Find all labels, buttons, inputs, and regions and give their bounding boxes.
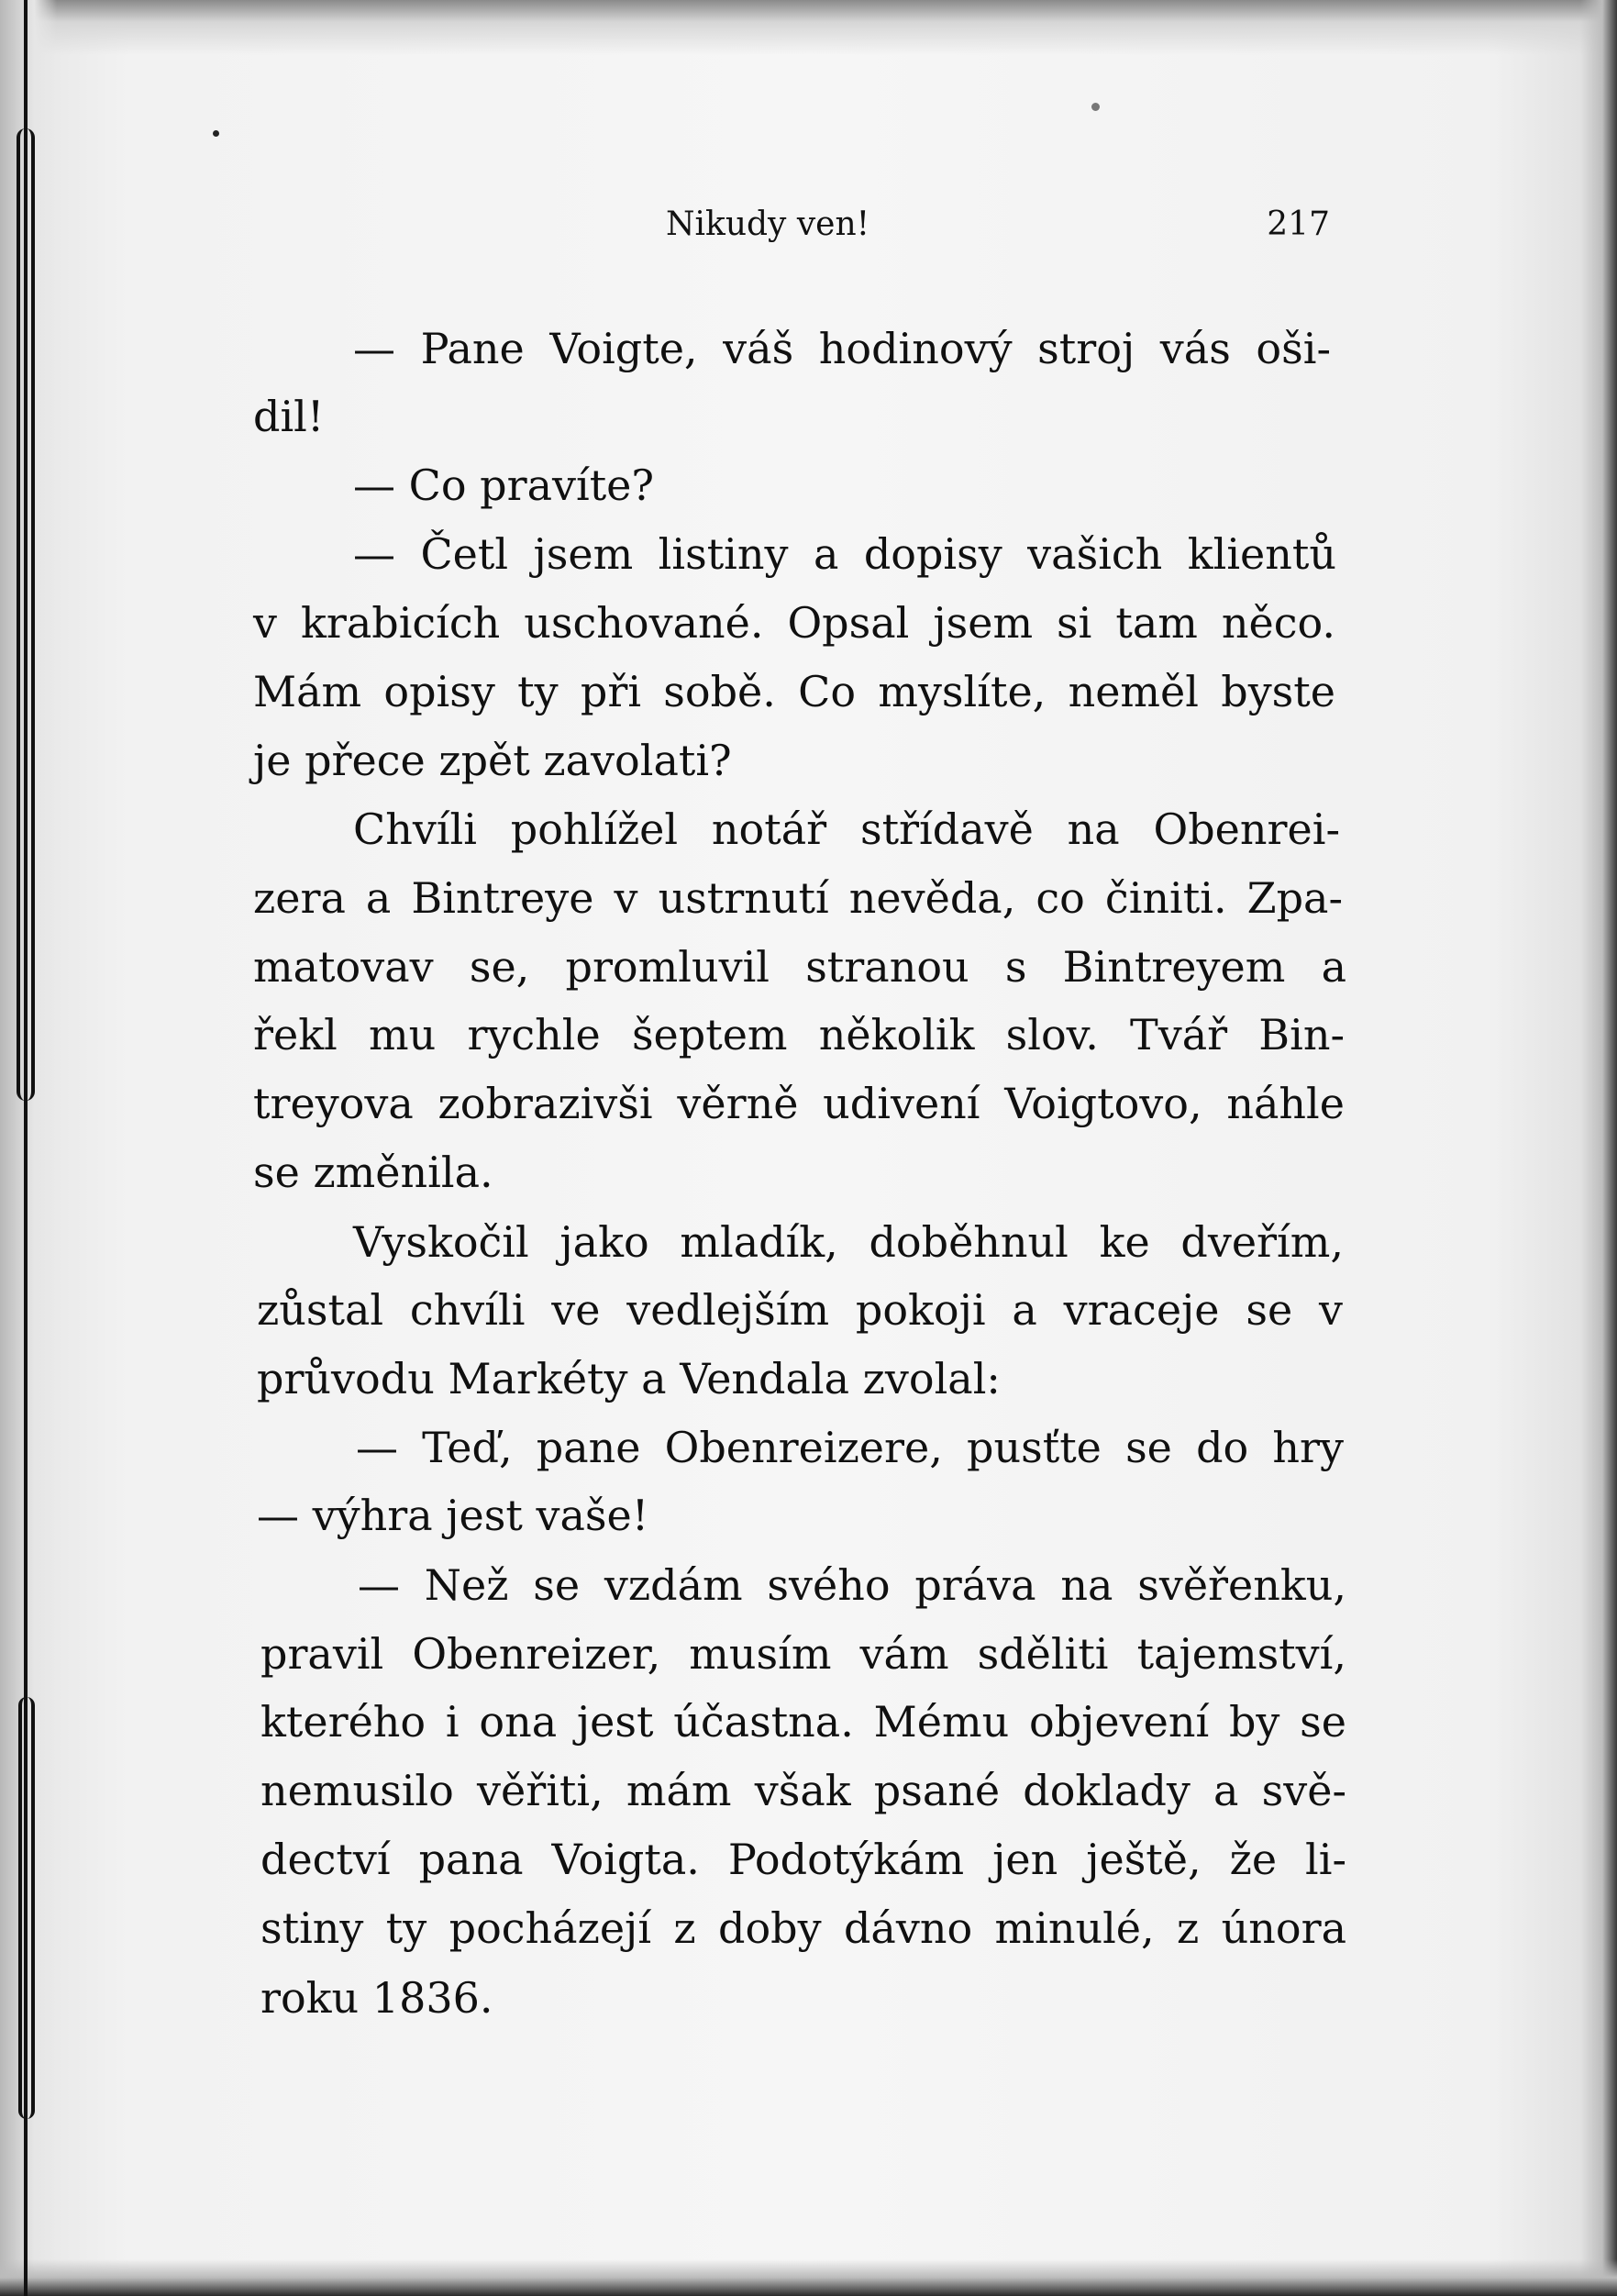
- text-line: Mám opisy ty při sobě. Co myslíte, neměl byste: [253, 667, 1335, 716]
- text-line: stiny ty pocházejí z doby dávno minulé, z února: [260, 1903, 1346, 1953]
- text-line: v krabicích uschované. Opsal jsem si tam něco.: [253, 598, 1335, 648]
- text-line: — výhra jest vaše!: [257, 1491, 649, 1540]
- text-line: treyova zobrazivši věrně udivení Voigtovo, náhle: [253, 1079, 1345, 1128]
- text-line: — Než se vzdám svého práva na svěřenku,: [358, 1560, 1346, 1610]
- text-line: zera a Bintreye v ustrnutí nevěda, co činiti. Zpa-: [253, 873, 1343, 923]
- binding-margin-mark-upper: [17, 128, 35, 1101]
- text-line: — Teď, pane Obenreizere, pusťte se do hry: [356, 1423, 1344, 1472]
- text-line: — Co pravíte?: [353, 460, 655, 510]
- binding-margin-mark-lower: [18, 1697, 35, 2119]
- text-line: se změnila.: [253, 1148, 493, 1197]
- running-title: Nikudy ven!: [666, 205, 870, 243]
- text-line: průvodu Markéty a Vendala zvolal:: [257, 1354, 1001, 1403]
- text-line: — Pane Voigte, váš hodinový stroj vás oši-: [353, 324, 1331, 373]
- text-line: je přece zpět zavolati?: [253, 736, 732, 785]
- text-line: zůstal chvíli ve vedlejším pokoji a vraceje se v: [257, 1285, 1343, 1335]
- page-edge-shadow-bottom: [0, 2259, 1617, 2296]
- text-line: matovav se, promluvil stranou s Bintreyem a: [253, 942, 1346, 992]
- print-speck: [1091, 103, 1100, 111]
- text-line: roku 1836.: [260, 1973, 493, 2023]
- text-line: dil!: [253, 392, 325, 441]
- page-number: 217: [1267, 205, 1330, 243]
- text-line: dectví pana Voigta. Podotýkám jen ještě, že li-: [260, 1835, 1346, 1884]
- running-header: [666, 205, 1330, 251]
- page-edge-shadow-top: [0, 0, 1617, 55]
- text-line: řekl mu rychle šeptem několik slov. Tvář Bin-: [253, 1010, 1345, 1059]
- text-line: kterého i ona jest účastna. Mému objevení by se: [260, 1697, 1346, 1747]
- text-line: — Četl jsem listiny a dopisy vašich klientů: [353, 529, 1336, 579]
- text-line: pravil Obenreizer, musím vám sděliti tajemství,: [260, 1629, 1346, 1679]
- print-speck: [213, 130, 219, 137]
- text-line: Vyskočil jako mladík, doběhnul ke dveřím,: [353, 1217, 1344, 1267]
- page-edge-shadow-right: [1580, 0, 1617, 2296]
- text-line: Chvíli pohlížel notář střídavě na Obenrei-: [353, 804, 1340, 854]
- text-line: nemusilo věřiti, mám však psané doklady a svě-: [260, 1766, 1346, 1815]
